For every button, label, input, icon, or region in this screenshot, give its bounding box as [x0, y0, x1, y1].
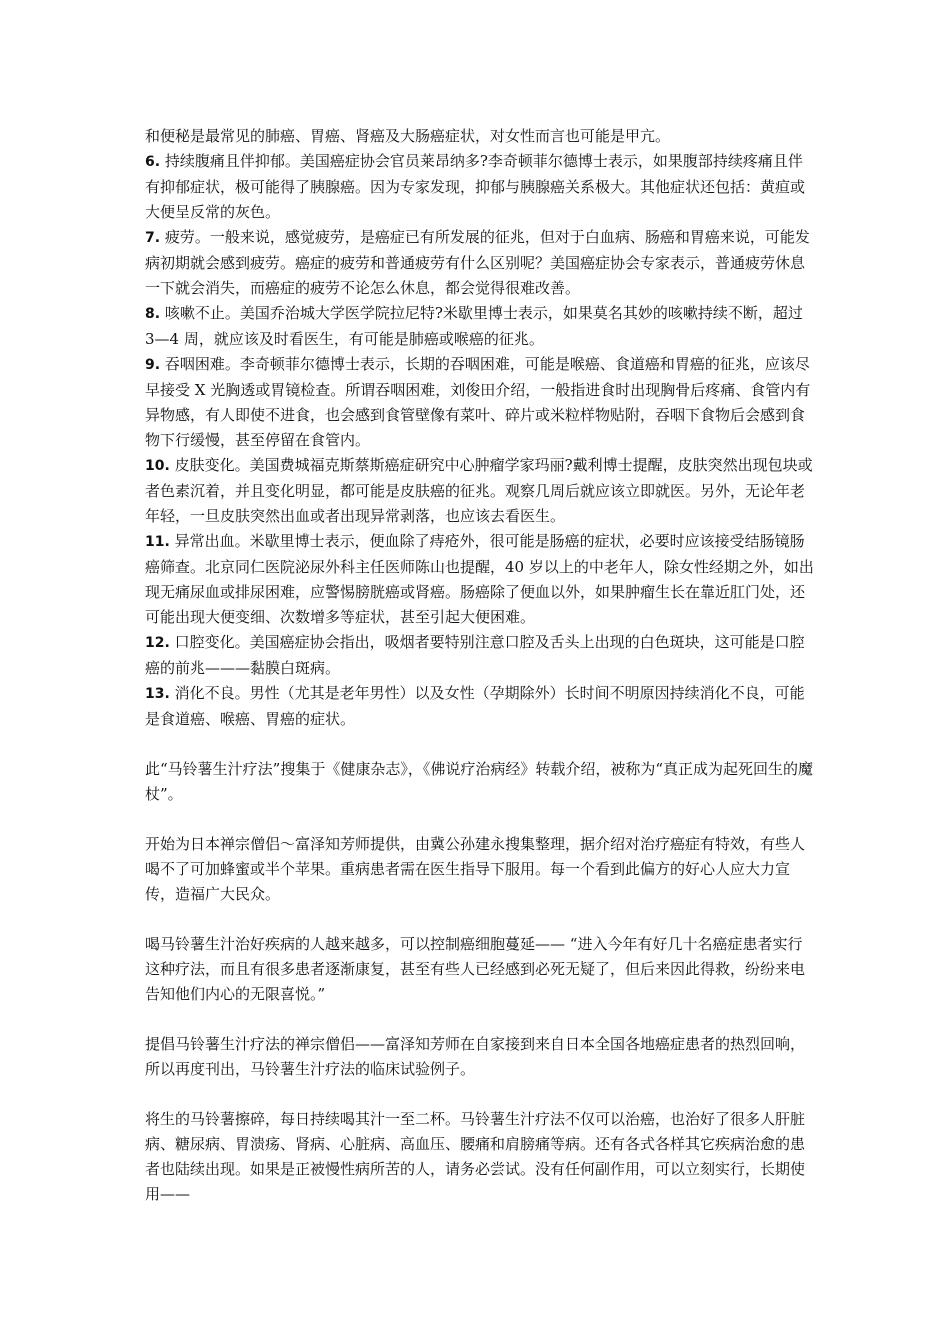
symptom-item-8: [145, 301, 815, 352]
symptom-number: 9.: [145, 357, 161, 373]
symptom-text: 消化不良。男性（尤其是老年男性）以及女性（孕期除外）长时间不明原因持续消化不良，可能是食道癌、喉癌、胃癌的症状。: [145, 684, 805, 728]
symptom-text: 疲劳。一般来说，感觉疲劳，是癌症已有所发展的征兆，但对于白血病、肠癌和胃癌来说，可能发病初期就会感到疲劳。癌症的疲劳和普通疲劳有什么区别呢？美国癌症协会专家表示，普通疲劳休息一下就会消失，而癌症的疲劳不论怎么休息，都会觉得很难改善。: [145, 228, 810, 297]
paragraph-gap: [145, 907, 815, 932]
symptom-item-12: [145, 630, 815, 681]
paragraph-testimonial: 喝马铃薯生汁治好疾病的人越来越多，可以控制癌细胞蔓延—— “进入今年有好几十名癌症患者实行这种疗法，而且有很多患者逐渐康复，甚至有些人已经感到必死无疑了，但后来因此得救，纷纷来电告知他们内心的无限喜悦。”: [145, 935, 806, 1003]
paragraph-origin: 开始为日本禅宗僧侣～富泽知芳师提供，由冀公孙建永搜集整理，据介绍对治疗癌症有特效，有些人喝不了可加蜂蜜或半个苹果。重病患者需在医生指导下服用。每一个看到此偏方的好心人应大力宣传，造福广大民众。: [145, 835, 806, 903]
symptom-number: 6.: [145, 154, 161, 170]
symptom-item-10: [145, 453, 815, 529]
symptom-item-6: [145, 149, 815, 225]
paragraph-response: 提倡马铃薯生汁疗法的禅宗僧侣——富泽知芳师在自家接到来自日本全国各地癌症患者的热烈回响，所以再度刊出，马铃薯生汁疗法的临床试验例子。: [145, 1035, 806, 1078]
symptom-number: 10.: [145, 458, 170, 474]
document-page: [145, 124, 815, 1207]
paragraph-gap: [145, 1082, 815, 1107]
symptom-number: 8.: [145, 306, 161, 322]
symptom-number: 12.: [145, 635, 170, 651]
symptom-text: 口腔变化。美国癌症协会指出，吸烟者要特别注意口腔及舌头上出现的白色斑块，这可能是口腔癌的前兆———黏膜白斑病。: [145, 633, 805, 677]
symptom-number: 7.: [145, 230, 161, 246]
paragraph-gap: [145, 807, 815, 832]
symptom-text: 咳嗽不止。美国乔治城大学医学院拉尼特?米歇里博士表示，如果莫名其妙的咳嗽持续不断，超过 3—4 周，就应该及时看医生，有可能是肺癌或喉癌的征兆。: [145, 304, 803, 348]
symptom-text: 异常出血。米歇里博士表示，便血除了痔疮外，很可能是肠癌的症状，必要时应该接受结肠镜肠癌筛查。北京同仁医院泌尿外科主任医师陈山也提醒，40 岁以上的中老年人，除女性经期之外，如出现无痛尿血或排尿困难，应警惕膀胱癌或肾癌。肠癌除了便血以外，如果肿瘤生长在靠近肛门处，还可能出现大便变细、次数增多等症状，甚至引起大便困难。: [145, 532, 814, 626]
symptom-item-11: [145, 529, 815, 630]
symptom-number: 11.: [145, 534, 170, 550]
symptom-text: 皮肤变化。美国费城福克斯蔡斯癌症研究中心肿瘤学家玛丽?戴利博士提醒，皮肤突然出现包块或者色素沉着，并且变化明显，都可能是皮肤癌的征兆。观察几周后就应该立即就医。另外，无论年老年轻，一旦皮肤突然出血或者出现异常剥落，也应该去看医生。: [145, 456, 813, 525]
symptom-item-7: [145, 225, 815, 301]
symptom-item-9: [145, 352, 815, 453]
symptom-text: 持续腹痛且伴抑郁。美国癌症协会官员莱昂纳多?李奇顿菲尔德博士表示，如果腹部持续疼痛且伴有抑郁症状，极可能得了胰腺癌。因为专家发现，抑郁与胰腺癌关系极大。其他症状还包括：黄疸或大便呈反常的灰色。: [145, 152, 806, 221]
symptom-item-13: [145, 681, 815, 732]
symptom-number: 13.: [145, 686, 170, 702]
paragraph-gap: [145, 732, 815, 757]
symptom-text: 吞咽困难。李奇顿菲尔德博士表示，长期的吞咽困难，可能是喉癌、食道癌和胃癌的征兆，应该尽早接受 X 光胸透或胃镜检查。所谓吞咽困难，刘俊田介绍，一般指进食时出现胸骨后疼痛、食管内有异物感，有人即使不进食，也会感到食管壁像有菜叶、碎片或米粒样物贴附，吞咽下食物后会感到食物下行缓慢，甚至停留在食管内。: [145, 355, 811, 449]
paragraph-method: 将生的马铃薯擦碎，每日持续喝其汁一至二杯。马铃薯生汁疗法不仅可以治癌，也治好了很多人肝脏病、糖尿病、胃溃疡、肾病、心脏病、高血压、腰痛和肩膀痛等病。还有各式各样其它疾病治愈的患者也陆续出现。如果是正被慢性病所苦的人，请务必尝试。没有任何副作用，可以立刻实行，长期使用——: [145, 1110, 806, 1203]
paragraph-gap: [145, 1007, 815, 1032]
paragraph-source: 此“马铃薯生汁疗法”搜集于《健康杂志》，《佛说疗治病经》转载介绍，被称为“真正成为起死回生的魔杖”。: [145, 760, 814, 803]
intro-line: 和便秘是最常见的肺癌、胃癌、肾癌及大肠癌症状，对女性而言也可能是甲亢。: [145, 127, 671, 145]
